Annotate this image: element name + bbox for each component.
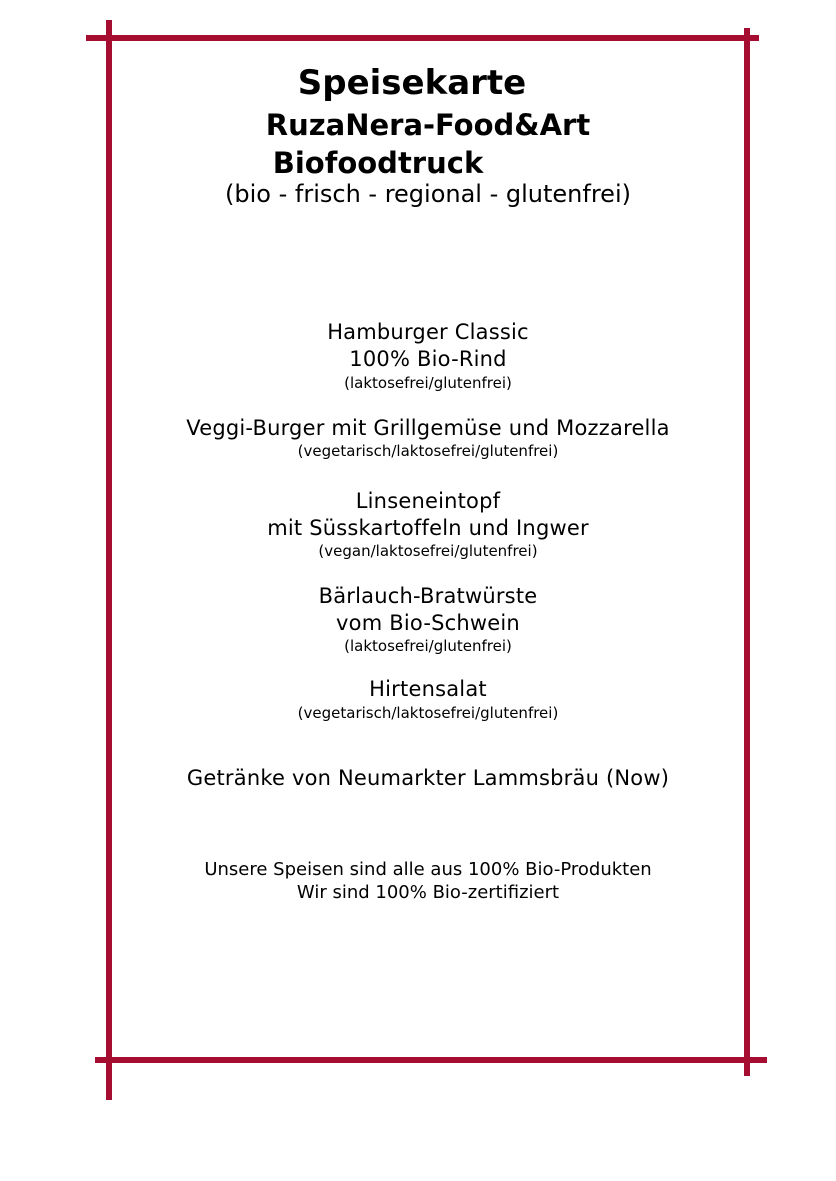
menu-item-name: Bärlauch-Bratwürste [318,584,538,608]
certification-statement: Wir sind 100% Bio-zertifiziert [296,882,560,903]
menu-item-note: (vegetarisch/laktosefrei/glutenfrei) [297,704,559,722]
frame-top-line [86,35,759,41]
drinks-line: Getränke von Neumarkter Lammsbräu (Now) [186,766,670,790]
menu-item-note: (laktosefrei/glutenfrei) [344,374,512,392]
menu-item-name: Hamburger Classic [327,320,529,344]
menu-item-note: (laktosefrei/glutenfrei) [344,637,512,655]
menu-item-note: (vegetarisch/laktosefrei/glutenfrei) [297,442,559,460]
menu-item-name: Linseneintopf [355,489,501,513]
frame-bottom-line [95,1057,767,1063]
menu-item-note: (vegan/laktosefrei/glutenfrei) [318,542,538,560]
frame-right-line [744,28,750,1076]
bio-statement: Unsere Speisen sind alle aus 100% Bio-Produkten [204,859,652,880]
business-name: RuzaNera-Food&Art [265,108,591,142]
business-type: Biofoodtruck [272,146,484,180]
menu-item-detail: 100% Bio-Rind [349,347,507,371]
menu-item-name: Hirtensalat [369,677,487,701]
menu-item-name: Veggi-Burger mit Grillgemüse und Mozzarella [186,416,670,440]
menu-item-detail: vom Bio-Schwein [336,611,520,635]
page-title: Speisekarte [297,63,527,103]
menu-item-detail: mit Süsskartoffeln und Ingwer [267,516,589,540]
tagline: (bio - frisch - regional - glutenfrei) [225,180,631,208]
